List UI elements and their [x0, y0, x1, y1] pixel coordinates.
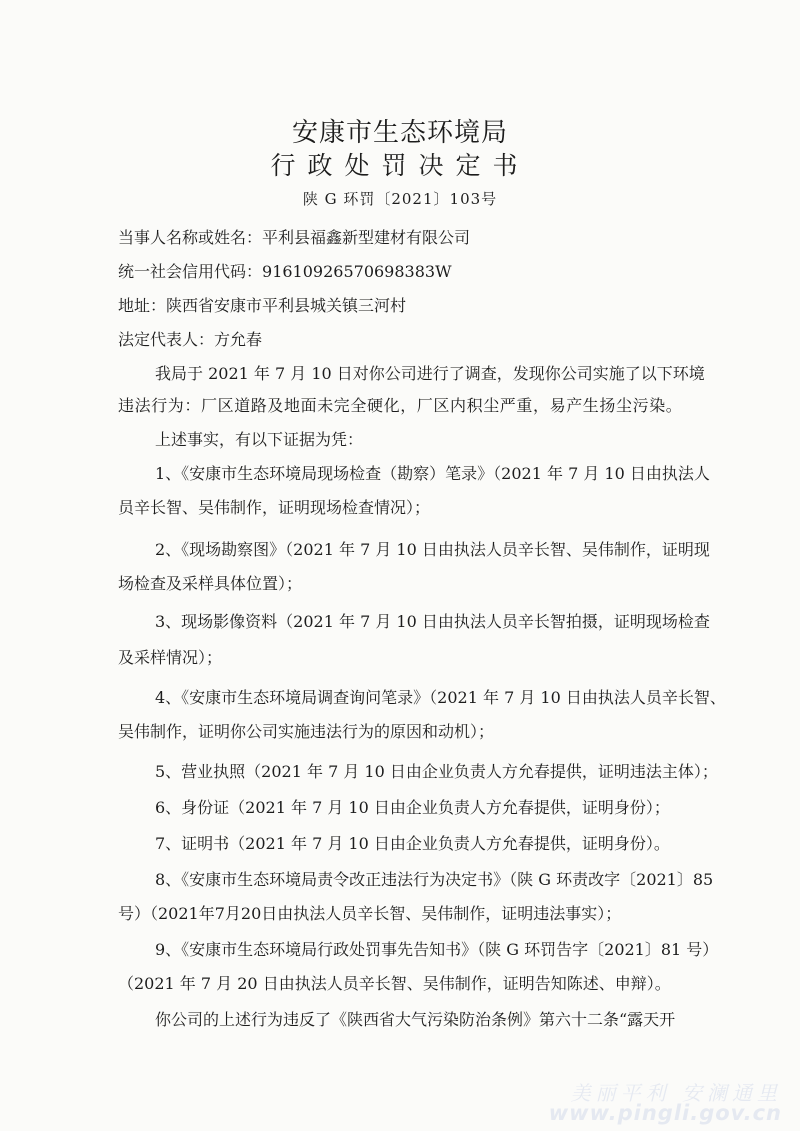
party-name-row — [118, 228, 470, 248]
address-value: 陕西省安康市平利县城关镇三河村 — [166, 296, 407, 315]
evidence-item-line: 场检查及采样具体位置）； — [118, 574, 303, 593]
watermark-site: www.pingli.gov.cn — [548, 1101, 782, 1125]
evidence-item-line: 吴伟制作，证明你公司实施违法行为的原因和动机）； — [118, 722, 495, 741]
evidence-item-line: 号）（2021年7月20日由执法人员辛长智、吴伟制作，证明违法事实）； — [118, 904, 622, 923]
evidence-item-line: 及采样情况）； — [118, 648, 223, 667]
legal-rep-label: 法定代表人： — [118, 330, 215, 349]
evidence-item-line: 5、营业执照（2021 年 7 月 10 日由企业负责人方允春提供，证明违法主体）； — [155, 762, 718, 781]
agency-title: 安康市生态环境局 — [291, 118, 508, 148]
paragraph-line: 上述事实，有以下证据为凭： — [155, 430, 364, 449]
evidence-item-line: 2、《现场勘察图》（2021 年 7 月 10 日由执法人员辛长智、吴伟制作，证明现 — [155, 540, 710, 559]
evidence-item-line: 8、《安康市生态环境局责令改正违法行为决定书》（陕 G 环责改字〔2021〕85 — [155, 870, 714, 889]
evidence-item-line: 1、《安康市生态环境局现场检查（勘察）笔录》（2021 年 7 月 10 日由执法人 — [155, 464, 710, 483]
credit-code-row — [118, 262, 452, 282]
evidence-item-line: 3、现场影像资料（2021 年 7 月 10 日由执法人员辛长智拍摄，证明现场检查 — [155, 612, 710, 631]
document-number: 陕 G 环罚〔2021〕103号 — [302, 190, 498, 208]
evidence-item-line: 4、《安康市生态环境局调查询问笔录》（2021 年 7 月 10 日由执法人员辛长智、 — [155, 688, 726, 707]
credit-code-label: 统一社会信用代码： — [118, 262, 263, 281]
evidence-item-line: 7、证明书（2021 年 7 月 10 日由企业负责人方允春提供，证明身份）。 — [155, 834, 670, 853]
legal-rep-row — [118, 330, 262, 350]
document-type-title: 行政处罚决定书 — [270, 151, 530, 180]
party-name-label: 当事人名称或姓名： — [118, 228, 263, 247]
evidence-item-line: 员辛长智、吴伟制作，证明现场检查情况）； — [118, 498, 431, 517]
party-name-value: 平利县福鑫新型建材有限公司 — [262, 228, 471, 247]
paragraph-line: 违法行为：厂区道路及地面未完全硬化，厂区内积尘严重，易产生扬尘污染。 — [118, 396, 683, 415]
paragraph-line: 我局于 2021 年 7 月 10 日对你公司进行了调查，发现你公司实施了以下环境 — [155, 364, 705, 383]
evidence-item-line: 6、身份证（2021 年 7 月 10 日由企业负责人方允春提供，证明身份）； — [155, 798, 670, 817]
legal-rep-value: 方允春 — [214, 330, 263, 349]
evidence-item-line: （2021 年 7 月 20 日由执法人员辛长智、吴伟制作，证明告知陈述、申辩）。 — [118, 974, 671, 993]
paragraph-line: 你公司的上述行为违反了《陕西省大气污染防治条例》第六十二条“露天开 — [155, 1010, 676, 1029]
evidence-item-line: 9、《安康市生态环境局行政处罚事先告知书》（陕 G 环罚告字〔2021〕81 号） — [155, 940, 719, 959]
watermark-slogan: 美丽平利 安澜通里 — [570, 1081, 782, 1105]
address-row — [118, 296, 406, 316]
credit-code-value: 91610926570698383W — [262, 262, 452, 281]
address-label: 地址： — [118, 296, 167, 315]
